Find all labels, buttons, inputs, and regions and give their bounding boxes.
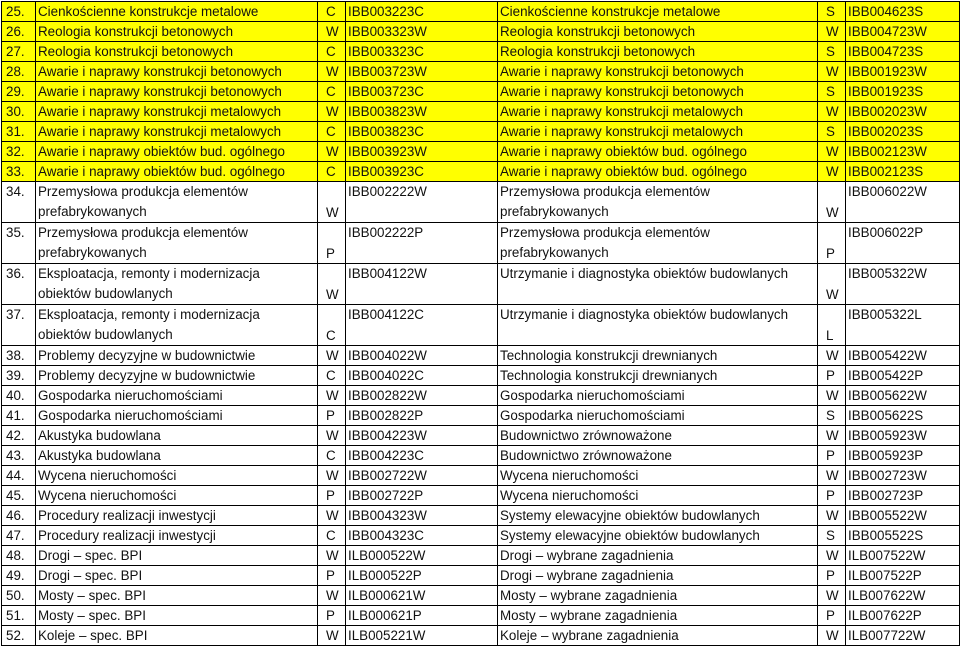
new-course-code: IBB002123W	[846, 142, 960, 162]
new-course-code: ILB007522P	[846, 566, 960, 586]
table-row	[2, 566, 960, 586]
old-course-name: Reologia konstrukcji betonowych	[36, 22, 318, 42]
new-course-type: S	[818, 42, 846, 62]
old-course-type: W	[318, 264, 346, 305]
table-row	[2, 606, 960, 626]
table-row	[2, 122, 960, 142]
old-course-type: C	[318, 82, 346, 102]
new-course-code: IBB005923P	[846, 446, 960, 466]
new-course-type: P	[818, 566, 846, 586]
old-course-type: W	[318, 182, 346, 223]
old-course-code: IBB004323W	[346, 506, 498, 526]
old-course-name: Awarie i naprawy obiektów bud. ogólnego	[36, 142, 318, 162]
new-course-type: W	[818, 586, 846, 606]
old-course-code: ILB000522P	[346, 566, 498, 586]
old-course-name: Problemy decyzyjne w budownictwie	[36, 366, 318, 386]
row-number: 41.	[2, 406, 36, 426]
new-course-code: IBB002023W	[846, 102, 960, 122]
row-number: 28.	[2, 62, 36, 82]
old-course-name: Problemy decyzyjne w budownictwie	[36, 346, 318, 366]
row-number: 35.	[2, 223, 36, 264]
old-course-code: IBB002722W	[346, 466, 498, 486]
table-row	[2, 305, 960, 346]
table-row	[2, 264, 960, 305]
new-course-type: W	[818, 626, 846, 646]
old-course-type: C	[318, 122, 346, 142]
table-row	[2, 346, 960, 366]
row-number: 45.	[2, 486, 36, 506]
new-course-code: IBB005622S	[846, 406, 960, 426]
row-number: 39.	[2, 366, 36, 386]
new-course-code: IBB006022W	[846, 182, 960, 223]
new-course-name: Reologia konstrukcji betonowych	[498, 22, 818, 42]
new-course-name: Cienkościenne konstrukcje metalowe	[498, 2, 818, 22]
table-row	[2, 526, 960, 546]
new-course-type: W	[818, 506, 846, 526]
old-course-type: W	[318, 62, 346, 82]
new-course-type: P	[818, 223, 846, 264]
new-course-code: IBB005522S	[846, 526, 960, 546]
new-course-name: Drogi – wybrane zagadnienia	[498, 546, 818, 566]
old-course-type: C	[318, 526, 346, 546]
old-course-name: Awarie i naprawy konstrukcji metalowych	[36, 122, 318, 142]
new-course-code: IBB005622W	[846, 386, 960, 406]
new-course-type: W	[818, 62, 846, 82]
old-course-name: Awarie i naprawy konstrukcji betonowych	[36, 62, 318, 82]
new-course-type: W	[818, 182, 846, 223]
old-course-type: C	[318, 366, 346, 386]
old-course-name: Akustyka budowlana	[36, 446, 318, 466]
old-course-name: Mosty – spec. BPI	[36, 606, 318, 626]
row-number: 30.	[2, 102, 36, 122]
old-course-type: C	[318, 2, 346, 22]
row-number: 32.	[2, 142, 36, 162]
table-row	[2, 162, 960, 182]
old-course-name: Drogi – spec. BPI	[36, 546, 318, 566]
old-course-name: Procedury realizacji inwestycji	[36, 506, 318, 526]
new-course-name: Budownictwo zrównoważone	[498, 426, 818, 446]
old-course-name: Przemysłowa produkcja elementów prefabrykowanych	[36, 223, 318, 264]
old-course-code: IBB004022W	[346, 346, 498, 366]
old-course-name: Reologia konstrukcji betonowych	[36, 42, 318, 62]
table-row	[2, 406, 960, 426]
new-course-code: IBB005322L	[846, 305, 960, 346]
old-course-code: IBB004122C	[346, 305, 498, 346]
table-row	[2, 426, 960, 446]
old-course-name: Wycena nieruchomości	[36, 466, 318, 486]
row-number: 48.	[2, 546, 36, 566]
new-course-type: W	[818, 162, 846, 182]
old-course-code: IBB003723W	[346, 62, 498, 82]
row-number: 51.	[2, 606, 36, 626]
old-course-type: W	[318, 142, 346, 162]
table-body	[2, 2, 960, 646]
table-row	[2, 22, 960, 42]
old-course-code: IBB003323C	[346, 42, 498, 62]
row-number: 42.	[2, 426, 36, 446]
new-course-code: IBB004723S	[846, 42, 960, 62]
old-course-name: Eksploatacja, remonty i modernizacja obiektów budowlanych	[36, 305, 318, 346]
row-number: 40.	[2, 386, 36, 406]
new-course-type: W	[818, 386, 846, 406]
course-mapping-table	[1, 1, 960, 646]
table-row	[2, 446, 960, 466]
table-row	[2, 62, 960, 82]
new-course-name: Awarie i naprawy obiektów bud. ogólnego	[498, 162, 818, 182]
new-course-name: Systemy elewacyjne obiektów budowlanych	[498, 506, 818, 526]
old-course-type: C	[318, 305, 346, 346]
new-course-name: Gospodarka nieruchomościami	[498, 406, 818, 426]
new-course-type: S	[818, 82, 846, 102]
old-course-code: ILB000522W	[346, 546, 498, 566]
new-course-type: S	[818, 2, 846, 22]
new-course-type: P	[818, 486, 846, 506]
old-course-type: W	[318, 466, 346, 486]
new-course-code: IBB004723W	[846, 22, 960, 42]
old-course-name: Cienkościenne konstrukcje metalowe	[36, 2, 318, 22]
new-course-name: Mosty – wybrane zagadnienia	[498, 606, 818, 626]
new-course-name: Awarie i naprawy konstrukcji metalowych	[498, 122, 818, 142]
new-course-type: W	[818, 466, 846, 486]
old-course-code: IBB002822P	[346, 406, 498, 426]
old-course-type: W	[318, 546, 346, 566]
old-course-name: Gospodarka nieruchomościami	[36, 406, 318, 426]
old-course-name: Mosty – spec. BPI	[36, 586, 318, 606]
row-number: 44.	[2, 466, 36, 486]
new-course-type: W	[818, 264, 846, 305]
new-course-name: Przemysłowa produkcja elementów prefabrykowanych	[498, 223, 818, 264]
new-course-code: IBB005422W	[846, 346, 960, 366]
new-course-code: IBB005522W	[846, 506, 960, 526]
table-row	[2, 182, 960, 223]
new-course-type: W	[818, 142, 846, 162]
new-course-name: Awarie i naprawy obiektów bud. ogólnego	[498, 142, 818, 162]
table-row	[2, 102, 960, 122]
row-number: 52.	[2, 626, 36, 646]
old-course-name: Akustyka budowlana	[36, 426, 318, 446]
old-course-code: IBB004223C	[346, 446, 498, 466]
new-course-code: ILB007622W	[846, 586, 960, 606]
old-course-type: W	[318, 426, 346, 446]
new-course-type: S	[818, 122, 846, 142]
new-course-name: Wycena nieruchomości	[498, 486, 818, 506]
old-course-code: ILB005221W	[346, 626, 498, 646]
new-course-type: W	[818, 546, 846, 566]
row-number: 26.	[2, 22, 36, 42]
new-course-code: IBB002123S	[846, 162, 960, 182]
table-row	[2, 486, 960, 506]
new-course-type: W	[818, 102, 846, 122]
new-course-name: Awarie i naprawy konstrukcji betonowych	[498, 82, 818, 102]
new-course-name: Awarie i naprawy konstrukcji metalowych	[498, 102, 818, 122]
row-number: 25.	[2, 2, 36, 22]
old-course-name: Procedury realizacji inwestycji	[36, 526, 318, 546]
new-course-code: IBB005422P	[846, 366, 960, 386]
new-course-code: ILB007622P	[846, 606, 960, 626]
old-course-name: Awarie i naprawy konstrukcji metalowych	[36, 102, 318, 122]
old-course-type: P	[318, 223, 346, 264]
new-course-name: Drogi – wybrane zagadnienia	[498, 566, 818, 586]
old-course-code: IBB002222P	[346, 223, 498, 264]
new-course-type: S	[818, 526, 846, 546]
row-number: 50.	[2, 586, 36, 606]
old-course-code: IBB003723C	[346, 82, 498, 102]
row-number: 31.	[2, 122, 36, 142]
old-course-code: IBB004122W	[346, 264, 498, 305]
row-number: 49.	[2, 566, 36, 586]
old-course-name: Awarie i naprawy konstrukcji betonowych	[36, 82, 318, 102]
old-course-type: C	[318, 42, 346, 62]
old-course-code: IBB003923C	[346, 162, 498, 182]
old-course-type: P	[318, 406, 346, 426]
old-course-type: W	[318, 386, 346, 406]
new-course-code: IBB005923W	[846, 426, 960, 446]
new-course-name: Przemysłowa produkcja elementów prefabrykowanych	[498, 182, 818, 223]
new-course-type: W	[818, 22, 846, 42]
new-course-name: Technologia konstrukcji drewnianych	[498, 346, 818, 366]
new-course-name: Mosty – wybrane zagadnienia	[498, 586, 818, 606]
new-course-type: W	[818, 426, 846, 446]
old-course-name: Wycena nieruchomości	[36, 486, 318, 506]
row-number: 46.	[2, 506, 36, 526]
old-course-code: ILB000621P	[346, 606, 498, 626]
new-course-code: IBB002023S	[846, 122, 960, 142]
old-course-code: IBB003323W	[346, 22, 498, 42]
new-course-name: Technologia konstrukcji drewnianych	[498, 366, 818, 386]
old-course-code: IBB002822W	[346, 386, 498, 406]
new-course-code: IBB006022P	[846, 223, 960, 264]
row-number: 29.	[2, 82, 36, 102]
new-course-code: IBB004623S	[846, 2, 960, 22]
old-course-type: W	[318, 506, 346, 526]
old-course-code: IBB002722P	[346, 486, 498, 506]
new-course-name: Utrzymanie i diagnostyka obiektów budowlanych	[498, 305, 818, 346]
new-course-type: P	[818, 606, 846, 626]
old-course-code: IBB003923W	[346, 142, 498, 162]
table-row	[2, 2, 960, 22]
new-course-code: IBB001923W	[846, 62, 960, 82]
row-number: 36.	[2, 264, 36, 305]
table-row	[2, 626, 960, 646]
table-row	[2, 506, 960, 526]
new-course-name: Budownictwo zrównoważone	[498, 446, 818, 466]
old-course-name: Koleje – spec. BPI	[36, 626, 318, 646]
table-row	[2, 42, 960, 62]
old-course-type: W	[318, 626, 346, 646]
old-course-code: IBB003223C	[346, 2, 498, 22]
new-course-code: ILB007722W	[846, 626, 960, 646]
old-course-type: W	[318, 586, 346, 606]
old-course-code: IBB002222W	[346, 182, 498, 223]
row-number: 43.	[2, 446, 36, 466]
old-course-name: Drogi – spec. BPI	[36, 566, 318, 586]
new-course-name: Utrzymanie i diagnostyka obiektów budowlanych	[498, 264, 818, 305]
new-course-code: IBB002723W	[846, 466, 960, 486]
old-course-type: W	[318, 102, 346, 122]
old-course-name: Awarie i naprawy obiektów bud. ogólnego	[36, 162, 318, 182]
old-course-code: ILB000621W	[346, 586, 498, 606]
new-course-name: Systemy elewacyjne obiektów budowlanych	[498, 526, 818, 546]
old-course-type: C	[318, 162, 346, 182]
old-course-code: IBB003823C	[346, 122, 498, 142]
table-row	[2, 546, 960, 566]
old-course-type: P	[318, 566, 346, 586]
new-course-type: W	[818, 346, 846, 366]
table-row	[2, 223, 960, 264]
old-course-code: IBB004323C	[346, 526, 498, 546]
row-number: 37.	[2, 305, 36, 346]
old-course-name: Gospodarka nieruchomościami	[36, 386, 318, 406]
row-number: 34.	[2, 182, 36, 223]
table-row	[2, 82, 960, 102]
old-course-type: W	[318, 22, 346, 42]
new-course-name: Wycena nieruchomości	[498, 466, 818, 486]
new-course-name: Koleje – wybrane zagadnienia	[498, 626, 818, 646]
new-course-type: P	[818, 446, 846, 466]
new-course-type: L	[818, 305, 846, 346]
old-course-type: P	[318, 486, 346, 506]
old-course-code: IBB004022C	[346, 366, 498, 386]
table-row	[2, 366, 960, 386]
new-course-code: IBB001923S	[846, 82, 960, 102]
old-course-name: Eksploatacja, remonty i modernizacja obiektów budowlanych	[36, 264, 318, 305]
row-number: 33.	[2, 162, 36, 182]
new-course-type: P	[818, 366, 846, 386]
new-course-code: IBB002723P	[846, 486, 960, 506]
new-course-name: Awarie i naprawy konstrukcji betonowych	[498, 62, 818, 82]
row-number: 27.	[2, 42, 36, 62]
table-row	[2, 386, 960, 406]
table-row	[2, 586, 960, 606]
old-course-type: C	[318, 446, 346, 466]
new-course-code: IBB005322W	[846, 264, 960, 305]
row-number: 47.	[2, 526, 36, 546]
old-course-code: IBB004223W	[346, 426, 498, 446]
old-course-type: W	[318, 346, 346, 366]
old-course-name: Przemysłowa produkcja elementów prefabrykowanych	[36, 182, 318, 223]
old-course-type: P	[318, 606, 346, 626]
row-number: 38.	[2, 346, 36, 366]
table-row	[2, 142, 960, 162]
new-course-name: Gospodarka nieruchomościami	[498, 386, 818, 406]
table-row	[2, 466, 960, 486]
old-course-code: IBB003823W	[346, 102, 498, 122]
new-course-type: S	[818, 406, 846, 426]
new-course-code: ILB007522W	[846, 546, 960, 566]
new-course-name: Reologia konstrukcji betonowych	[498, 42, 818, 62]
